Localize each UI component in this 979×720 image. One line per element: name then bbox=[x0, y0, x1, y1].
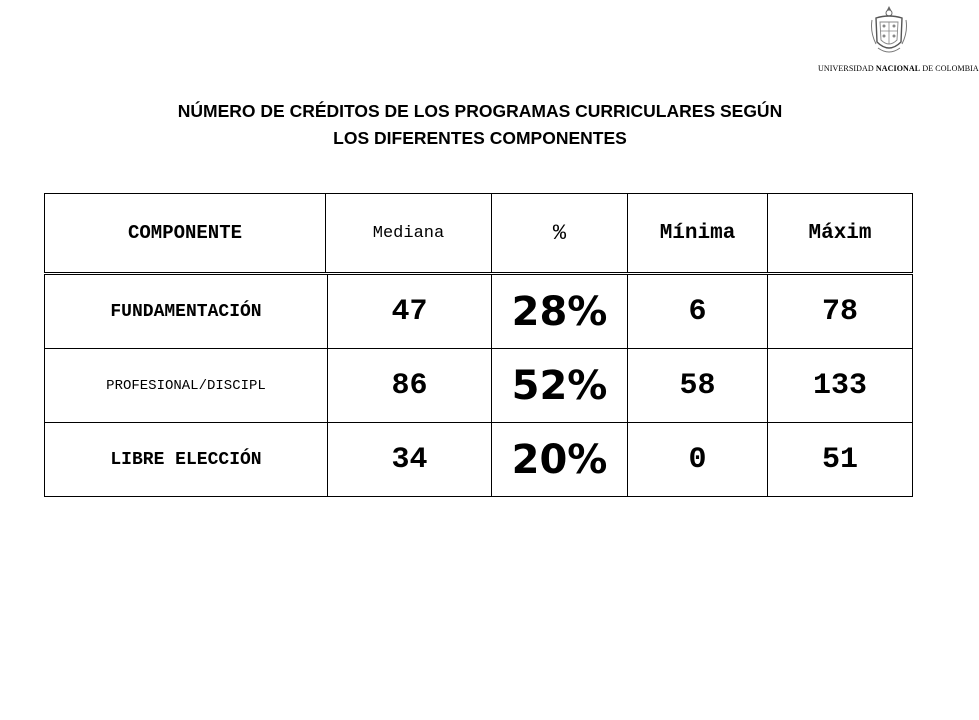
row-componente: PROFESIONAL/DISCIPL bbox=[45, 349, 328, 423]
table-row bbox=[45, 423, 913, 497]
header-componente: COMPONENTE bbox=[45, 194, 326, 273]
header-minima: Mínima bbox=[628, 194, 768, 273]
row-mediana: 86 bbox=[328, 349, 492, 423]
university-seal-icon bbox=[868, 4, 910, 60]
row-percent: 28% bbox=[492, 275, 628, 349]
header-percent: % bbox=[492, 194, 628, 273]
row-minima: 0 bbox=[628, 423, 768, 497]
logo-text bbox=[818, 64, 979, 73]
row-percent: 52% bbox=[492, 349, 628, 423]
table-row bbox=[45, 275, 913, 349]
data-table bbox=[44, 274, 913, 497]
row-mediana: 47 bbox=[328, 275, 492, 349]
title-line-1: NÚMERO DE CRÉDITOS DE LOS PROGRAMAS CURRICULARES SEGÚN bbox=[177, 101, 783, 121]
university-logo bbox=[818, 4, 979, 80]
header-maxima: Máxim bbox=[768, 194, 913, 273]
table-row bbox=[45, 349, 913, 423]
header-mediana: Mediana bbox=[326, 194, 492, 273]
row-percent: 20% bbox=[492, 423, 628, 497]
row-mediana: 34 bbox=[328, 423, 492, 497]
title-line-2: LOS DIFERENTES COMPONENTES bbox=[333, 128, 627, 148]
row-componente: FUNDAMENTACIÓN bbox=[45, 275, 328, 349]
row-componente: LIBRE ELECCIÓN bbox=[45, 423, 328, 497]
header-table bbox=[44, 193, 913, 273]
row-maxima: 51 bbox=[768, 423, 913, 497]
row-maxima: 133 bbox=[768, 349, 913, 423]
row-minima: 6 bbox=[628, 275, 768, 349]
logo-text-suffix: DE COLOMBIA bbox=[920, 64, 979, 73]
logo-text-prefix: UNIVERSIDAD bbox=[818, 64, 876, 73]
page-title bbox=[40, 98, 920, 152]
row-maxima: 78 bbox=[768, 275, 913, 349]
row-minima: 58 bbox=[628, 349, 768, 423]
header-row bbox=[45, 194, 913, 273]
logo-text-bold: NACIONAL bbox=[875, 64, 921, 73]
